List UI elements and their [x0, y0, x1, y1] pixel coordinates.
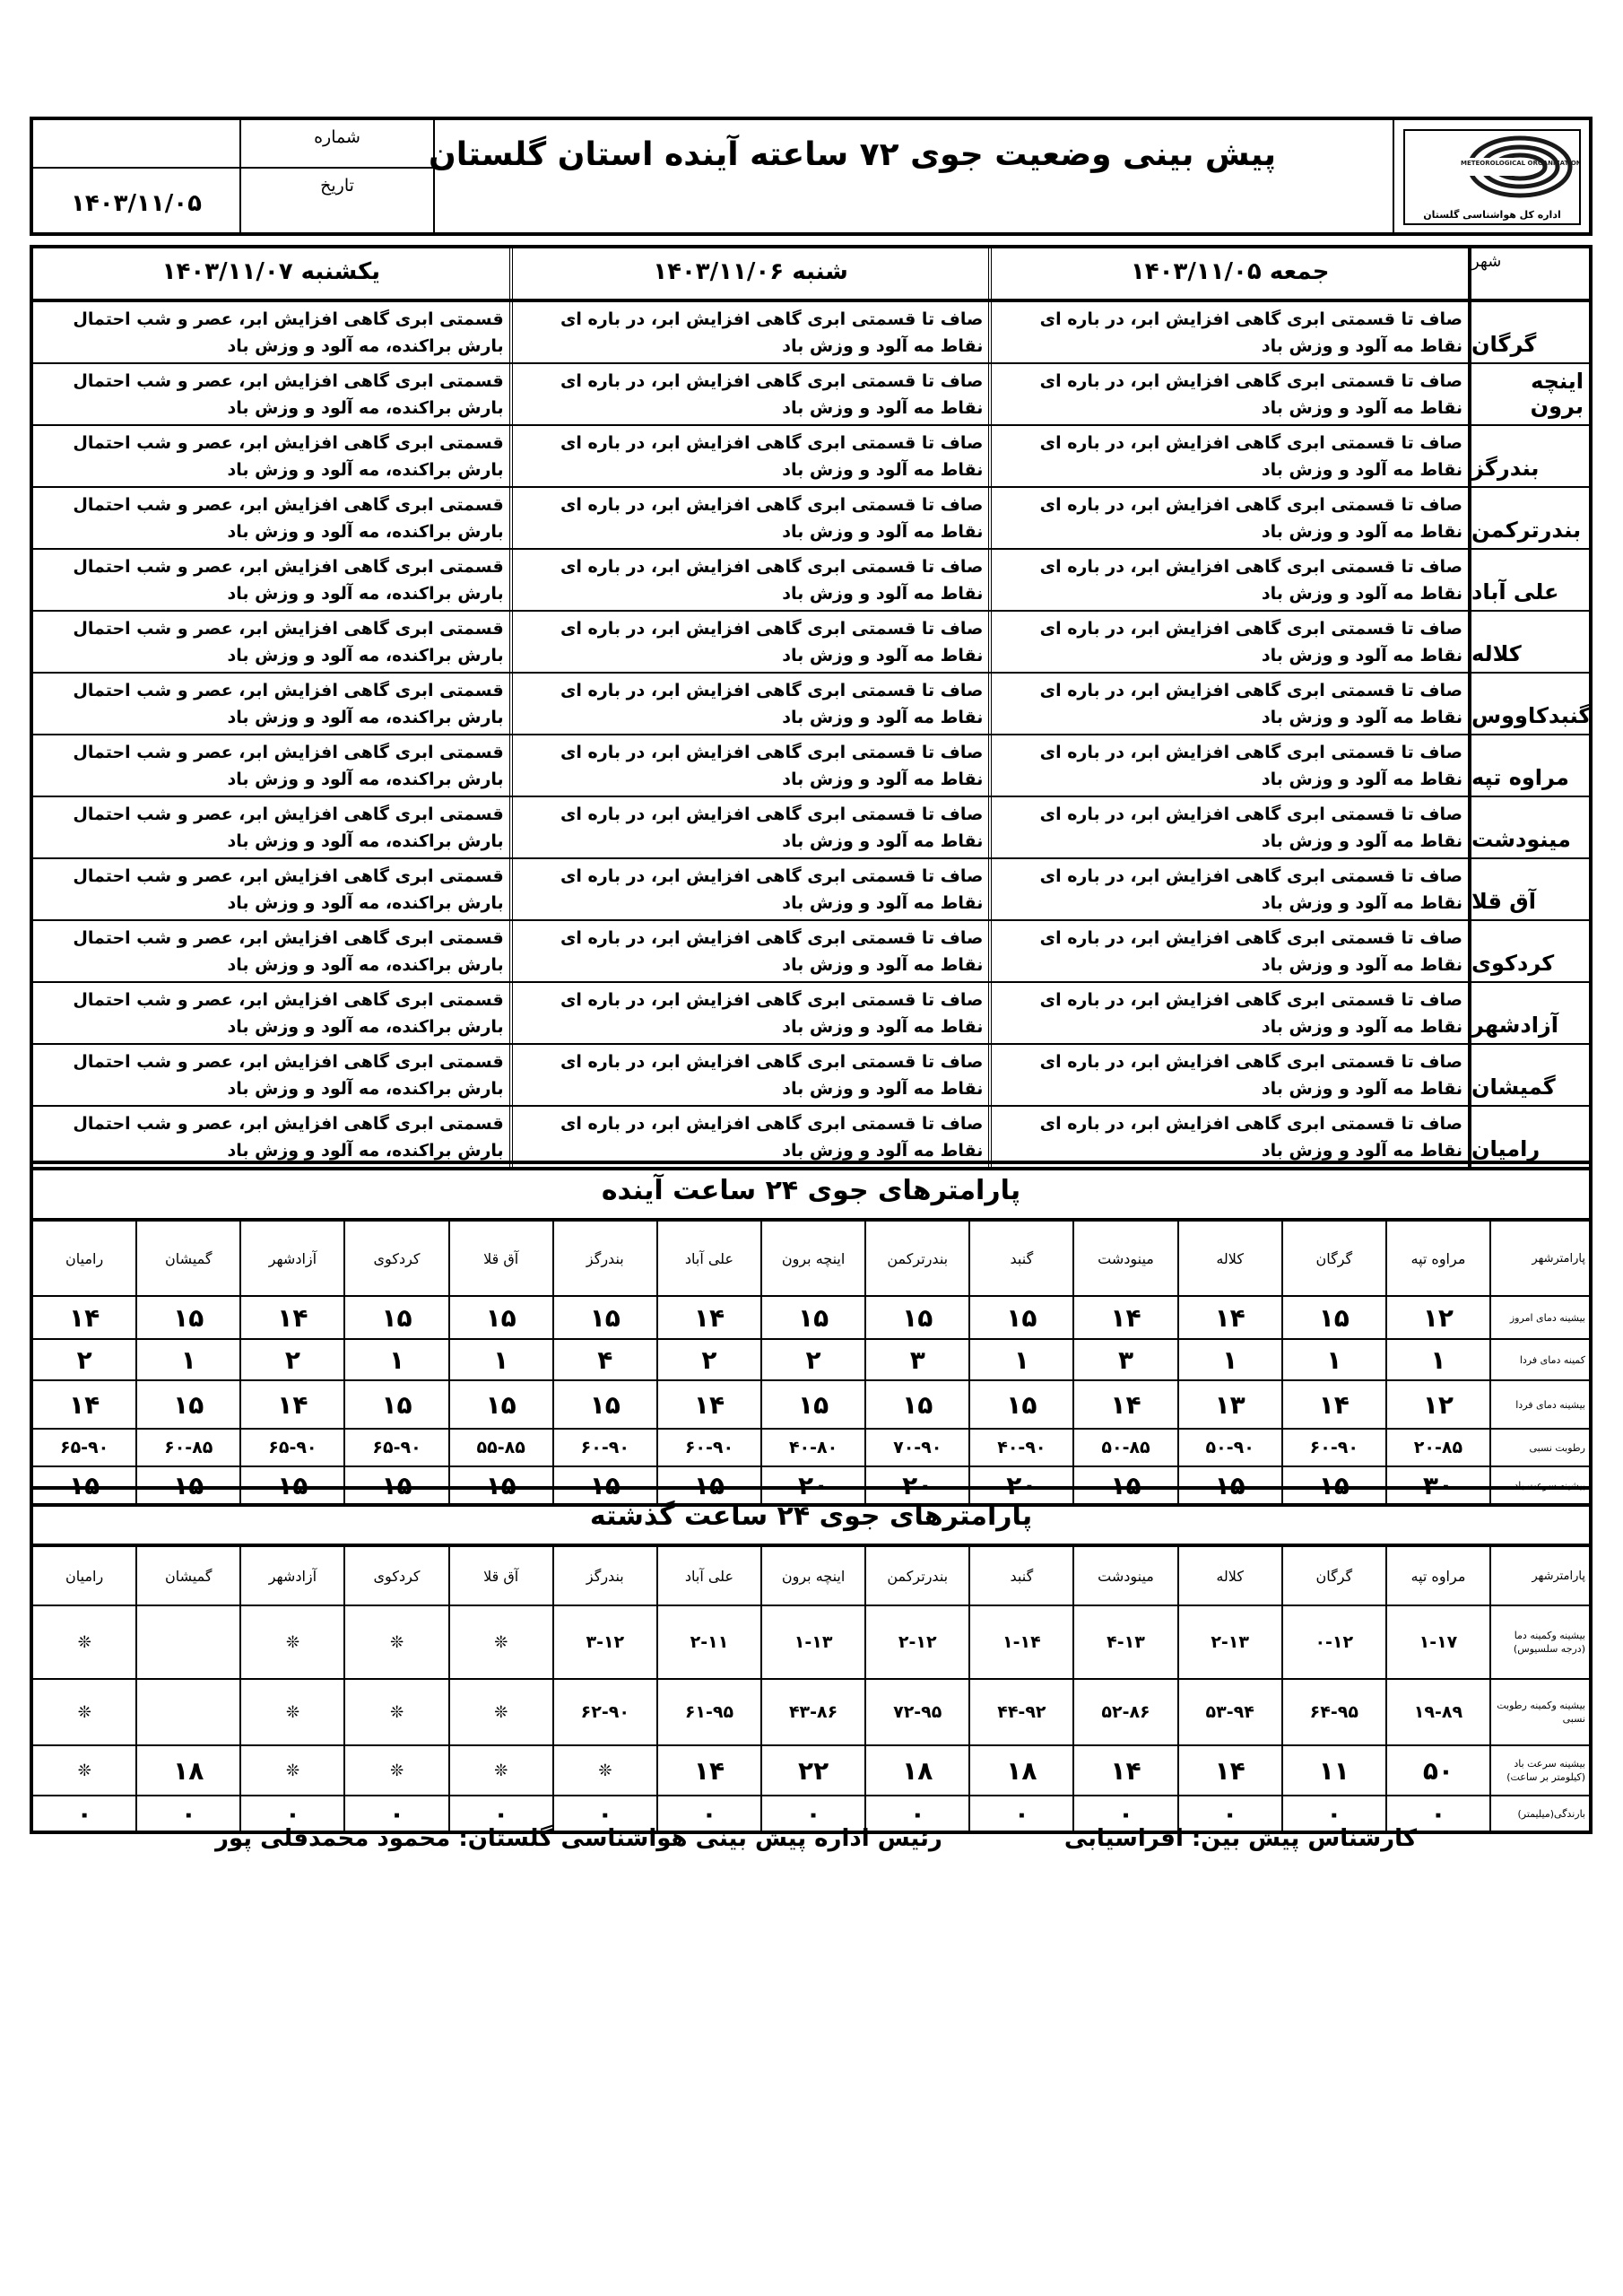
parameter-value: ۶۵-۹۰ — [239, 1430, 343, 1465]
meteorological-organization-logo — [1403, 129, 1581, 225]
day-1-forecast: صاف تا قسمتی ابری گاهی افزایش ابر، در باره ای نقاط مه آلود و وزش باد — [988, 488, 1468, 548]
parameter-value: ۲۰ — [760, 1467, 864, 1503]
parameter-value: ۱۵ — [656, 1467, 760, 1503]
parameter-value: ۶۵-۹۰ — [59, 1438, 109, 1457]
parameter-value: ۱۵ — [1281, 1467, 1385, 1503]
day-3-forecast: قسمتی ابری گاهی افزایش ابر، عصر و شب احتمال بارش براکنده، مه آلود و وزش باد — [73, 1114, 504, 1161]
number-label-cell — [239, 120, 435, 169]
city-name: گمیشان — [1468, 1045, 1589, 1105]
parameter-value: ۱ — [1385, 1340, 1489, 1379]
parameter-value: ۱۵ — [552, 1467, 656, 1503]
parameter-value: ۱۵ — [448, 1467, 552, 1503]
parameter-value: ۳ — [1072, 1340, 1176, 1379]
parameter-value: ۱۵ — [1281, 1297, 1385, 1338]
day-1-forecast: صاف تا قسمتی ابری گاهی افزایش ابر، در باره ای نقاط مه آلود و وزش باد — [988, 550, 1468, 610]
parameter-value: ۱۱ — [1281, 1746, 1385, 1795]
city-column-header: بندرگز — [552, 1222, 656, 1295]
parameter-value: ۰ — [1281, 1796, 1385, 1831]
city-name: کردکوی — [1468, 921, 1589, 981]
forecast-row — [33, 426, 1589, 488]
city-column-header: اینچه برون — [760, 1547, 864, 1605]
parameter-value: ۱۴ — [69, 1389, 100, 1420]
parameter-row — [33, 1340, 1589, 1381]
parameter-value: ۱۵ — [968, 1297, 1072, 1338]
parameter-value: ❊ — [448, 1680, 552, 1744]
city-column-header: مینودشت — [1072, 1547, 1176, 1605]
parameter-value: ۱۵ — [343, 1467, 447, 1503]
city-name: علی آباد — [1468, 550, 1589, 610]
parameter-value: ۱۴ — [69, 1302, 100, 1333]
parameter-value: ❊ — [77, 1761, 91, 1780]
parameter-value: ۲-۱۲ — [864, 1606, 968, 1678]
parameter-value: ۳-۱۲ — [552, 1606, 656, 1678]
parameter-value: ۱-۱۴ — [968, 1606, 1072, 1678]
city-column-header: گرگان — [1281, 1222, 1385, 1295]
parameter-value: ۶۰-۹۰ — [656, 1430, 760, 1465]
city-column-header: مینودشت — [1072, 1222, 1176, 1295]
parameter-value: ۰ — [343, 1796, 447, 1831]
parameter-value: ۱۵ — [760, 1297, 864, 1338]
day-1-forecast: صاف تا قسمتی ابری گاهی افزایش ابر، در باره ای نقاط مه آلود و وزش باد — [988, 735, 1468, 796]
parameter-label: کمینه دمای فردا — [1489, 1340, 1589, 1379]
city-name: اینچه برون — [1468, 364, 1589, 424]
parameter-value: ۴-۱۳ — [1072, 1606, 1176, 1678]
day-2-forecast: صاف تا قسمتی ابری گاهی افزایش ابر، در باره ای نقاط مه آلود و وزش باد — [509, 921, 989, 981]
parameter-value: ۴۳-۸۶ — [760, 1680, 864, 1744]
forecast-row — [33, 364, 1589, 426]
parameter-value: ۱ — [1281, 1340, 1385, 1379]
day-2-forecast: صاف تا قسمتی ابری گاهی افزایش ابر، در باره ای نقاط مه آلود و وزش باد — [509, 364, 989, 424]
logo-cell — [1394, 120, 1589, 232]
parameter-value: ❊ — [552, 1746, 656, 1795]
day-3-forecast: قسمتی ابری گاهی افزایش ابر، عصر و شب احتمال بارش براکنده، مه آلود و وزش باد — [73, 1052, 504, 1099]
date-value-cell — [33, 169, 239, 236]
day-3-header: یکشنبه ۱۴۰۳/۱۱/۰۷ — [161, 258, 380, 285]
parameter-row — [33, 1746, 1589, 1796]
forecast-row — [33, 859, 1589, 921]
city-column-header: کلاله — [1177, 1222, 1281, 1295]
parameter-value: ۱۵ — [760, 1381, 864, 1428]
parameter-value: ۰ — [76, 1798, 92, 1829]
parameter-value: ۱۸ — [864, 1746, 968, 1795]
city-name: بندرگز — [1468, 426, 1589, 486]
day-2-forecast: صاف تا قسمتی ابری گاهی افزایش ابر، در باره ای نقاط مه آلود و وزش باد — [509, 797, 989, 857]
parameter-value: ۴۰-۸۰ — [760, 1430, 864, 1465]
day-1-header: جمعه ۱۴۰۳/۱۱/۰۵ — [988, 248, 1468, 299]
parameter-value: ۱۴ — [1281, 1381, 1385, 1428]
day-2-forecast: صاف تا قسمتی ابری گاهی افزایش ابر، در باره ای نقاط مه آلود و وزش باد — [509, 859, 989, 919]
day-1-forecast: صاف تا قسمتی ابری گاهی افزایش ابر، در باره ای نقاط مه آلود و وزش باد — [988, 612, 1468, 672]
next-24h-body — [33, 1297, 1589, 1503]
parameter-value: ۱۵ — [968, 1381, 1072, 1428]
day-1-forecast: صاف تا قسمتی ابری گاهی افزایش ابر، در باره ای نقاط مه آلود و وزش باد — [988, 983, 1468, 1043]
city-name: آزادشهر — [1468, 983, 1589, 1043]
parameter-value: ۱۸ — [968, 1746, 1072, 1795]
city-column-header: کردکوی — [343, 1222, 447, 1295]
parameter-value: ۱-۱۳ — [760, 1606, 864, 1678]
day-3-forecast: قسمتی ابری گاهی افزایش ابر، عصر و شب احتمال بارش براکنده، مه آلود و وزش باد — [73, 681, 504, 727]
city-column-header: رامیان — [65, 1567, 104, 1585]
day-2-forecast: صاف تا قسمتی ابری گاهی افزایش ابر، در باره ای نقاط مه آلود و وزش باد — [509, 550, 989, 610]
day-3-forecast: قسمتی ابری گاهی افزایش ابر، عصر و شب احتمال بارش براکنده، مه آلود و وزش باد — [73, 804, 504, 851]
parameter-value: ۰ — [968, 1796, 1072, 1831]
parameter-value: ۷۰-۹۰ — [864, 1430, 968, 1465]
parameter-value: ۲ — [760, 1340, 864, 1379]
parameter-value: ۱۴ — [1072, 1381, 1176, 1428]
parameter-value: ۶۰-۹۰ — [1281, 1430, 1385, 1465]
parameter-value: ❊ — [448, 1746, 552, 1795]
parameter-value: ۱۵ — [343, 1381, 447, 1428]
parameter-value: ۶۵-۹۰ — [343, 1430, 447, 1465]
parameter-value: ۳ — [864, 1340, 968, 1379]
day-2-forecast: صاف تا قسمتی ابری گاهی افزایش ابر، در باره ای نقاط مه آلود و وزش باد — [509, 1107, 989, 1167]
head-signature: رئیس اداره پیش بینی هواشناسی گلستان: محمود محمدقلی پور — [215, 1825, 942, 1852]
parameter-value: ❊ — [239, 1680, 343, 1744]
parameter-value — [135, 1606, 239, 1678]
parameter-value: ۱۴ — [1072, 1746, 1176, 1795]
day-1-forecast: صاف تا قسمتی ابری گاهی افزایش ابر، در باره ای نقاط مه آلود و وزش باد — [988, 302, 1468, 362]
parameter-value: ۷۲-۹۵ — [864, 1680, 968, 1744]
forecaster-signature: کارشناس پیش بین: افراسیابی — [1063, 1825, 1417, 1852]
parameter-value: ۰ — [864, 1796, 968, 1831]
parameter-value: ۱۵ — [1072, 1467, 1176, 1503]
parameter-header-label: پارامترشهر — [1489, 1547, 1589, 1605]
parameter-value: ۱ — [448, 1340, 552, 1379]
city-column-header: مراوه تپه — [1385, 1547, 1489, 1605]
day-1-forecast: صاف تا قسمتی ابری گاهی افزایش ابر، در باره ای نقاط مه آلود و وزش باد — [988, 674, 1468, 734]
day-3-forecast: قسمتی ابری گاهی افزایش ابر، عصر و شب احتمال بارش براکنده، مه آلود و وزش باد — [73, 990, 504, 1037]
parameter-value: ۱۵ — [864, 1381, 968, 1428]
parameter-value: ۲-۱۳ — [1177, 1606, 1281, 1678]
parameter-header-label: پارامترشهر — [1489, 1222, 1589, 1295]
forecast-table — [30, 245, 1593, 1170]
parameter-value: ۵۲-۸۶ — [1072, 1680, 1176, 1744]
next-24h-title: پارامترهای جوی ۲۴ ساعت آینده — [33, 1164, 1589, 1222]
parameter-value: ۱-۱۷ — [1385, 1606, 1489, 1678]
parameter-value: ۴۴-۹۲ — [968, 1680, 1072, 1744]
day-1-forecast: صاف تا قسمتی ابری گاهی افزایش ابر، در باره ای نقاط مه آلود و وزش باد — [988, 426, 1468, 486]
next-24h-header-row — [33, 1222, 1589, 1297]
day-1-forecast: صاف تا قسمتی ابری گاهی افزایش ابر، در باره ای نقاط مه آلود و وزش باد — [988, 1107, 1468, 1167]
parameter-value: ۱۵ — [239, 1467, 343, 1503]
parameter-row — [33, 1606, 1589, 1680]
parameter-value: ۱۵ — [448, 1297, 552, 1338]
city-column-header: گنبد — [968, 1547, 1072, 1605]
parameter-value: ۵۳-۹۴ — [1177, 1680, 1281, 1744]
parameter-value: ۰ — [1385, 1796, 1489, 1831]
parameter-value: ۱۴ — [656, 1746, 760, 1795]
city-column-header: مراوه تپه — [1385, 1222, 1489, 1295]
city-column-header: بندرترکمن — [864, 1222, 968, 1295]
parameter-value: ۶۱-۹۵ — [656, 1680, 760, 1744]
parameter-value: ۱۵ — [69, 1470, 100, 1500]
forecast-body — [33, 299, 1592, 1167]
parameter-value: ۱ — [135, 1340, 239, 1379]
title-cell — [429, 120, 1394, 232]
city-column-header: علی آباد — [656, 1222, 760, 1295]
parameter-value: ۵۵-۸۵ — [448, 1430, 552, 1465]
day-3-forecast: قسمتی ابری گاهی افزایش ابر، عصر و شب احتمال بارش براکنده، مه آلود و وزش باد — [73, 309, 504, 356]
parameter-value — [135, 1680, 239, 1744]
day-3-forecast: قسمتی ابری گاهی افزایش ابر، عصر و شب احتمال بارش براکنده، مه آلود و وزش باد — [73, 619, 504, 665]
day-3-forecast: قسمتی ابری گاهی افزایش ابر، عصر و شب احتمال بارش براکنده، مه آلود و وزش باد — [73, 743, 504, 789]
parameter-value: ۱۵ — [448, 1381, 552, 1428]
parameter-value: ۳۰ — [1385, 1467, 1489, 1503]
parameter-value: ۰ — [1177, 1796, 1281, 1831]
parameter-row — [33, 1297, 1589, 1340]
day-2-header: شنبه ۱۴۰۳/۱۱/۰۶ — [509, 248, 989, 299]
parameter-value: ۰ — [1072, 1796, 1176, 1831]
city-column-header: گمیشان — [135, 1222, 239, 1295]
city-name: گنبدکاووس — [1468, 674, 1589, 734]
day-2-forecast: صاف تا قسمتی ابری گاهی افزایش ابر، در باره ای نقاط مه آلود و وزش باد — [509, 735, 989, 796]
day-2-forecast: صاف تا قسمتی ابری گاهی افزایش ابر، در باره ای نقاط مه آلود و وزش باد — [509, 1045, 989, 1105]
city-name: بندرترکمن — [1468, 488, 1589, 548]
parameter-value: ۲۰ — [968, 1467, 1072, 1503]
signature-block — [215, 1825, 1417, 1870]
parameter-value: ۲۰ — [864, 1467, 968, 1503]
day-3-forecast: قسمتی ابری گاهی افزایش ابر، عصر و شب احتمال بارش براکنده، مه آلود و وزش باد — [73, 866, 504, 913]
parameter-value: ۱۵ — [135, 1467, 239, 1503]
parameter-value: ۲۰-۸۵ — [1385, 1430, 1489, 1465]
parameter-value: ۲ — [239, 1340, 343, 1379]
forecast-row — [33, 983, 1589, 1045]
forecast-row — [33, 612, 1589, 674]
parameter-row — [33, 1430, 1589, 1467]
city-column-header: اینچه برون — [760, 1222, 864, 1295]
parameter-value: ۱۵ — [1177, 1467, 1281, 1503]
parameter-value: ۱۲ — [1385, 1381, 1489, 1428]
parameter-value: ۱۹-۸۹ — [1385, 1680, 1489, 1744]
parameter-value: ۰ — [135, 1796, 239, 1831]
city-name: رامیان — [1468, 1107, 1589, 1167]
day-2-forecast: صاف تا قسمتی ابری گاهی افزایش ابر، در باره ای نقاط مه آلود و وزش باد — [509, 983, 989, 1043]
city-column-header: بندرگز — [552, 1547, 656, 1605]
city-header: شهر — [1468, 248, 1589, 299]
parameter-value: ۰ — [552, 1796, 656, 1831]
day-3-forecast: قسمتی ابری گاهی افزایش ابر، عصر و شب احتمال بارش براکنده، مه آلود و وزش باد — [73, 557, 504, 604]
city-column-header: بندرترکمن — [864, 1547, 968, 1605]
parameter-value: ۲ — [656, 1340, 760, 1379]
parameter-label: بارندگی(میلیمتر) — [1489, 1796, 1589, 1831]
parameter-label: بیشینه سرعت باد (کیلومتر بر ساعت) — [1489, 1746, 1589, 1795]
parameter-value: ۱۵ — [135, 1297, 239, 1338]
past-24h-parameters-table — [30, 1486, 1593, 1834]
parameter-value: ❊ — [77, 1632, 91, 1652]
city-column-header: آزادشهر — [239, 1547, 343, 1605]
day-1-forecast: صاف تا قسمتی ابری گاهی افزایش ابر، در باره ای نقاط مه آلود و وزش باد — [988, 859, 1468, 919]
city-name: آق قلا — [1468, 859, 1589, 919]
parameter-value: ۱۵ — [135, 1381, 239, 1428]
page-title: پیش بینی وضعیت جوی ۷۲ ساعته آینده استان گلستان — [429, 136, 1276, 173]
forecast-row — [33, 302, 1589, 364]
day-2-forecast: صاف تا قسمتی ابری گاهی افزایش ابر، در باره ای نقاط مه آلود و وزش باد — [509, 426, 989, 486]
parameter-value: ۱ — [343, 1340, 447, 1379]
city-name: مینودشت — [1468, 797, 1589, 857]
day-3-forecast: قسمتی ابری گاهی افزایش ابر، عصر و شب احتمال بارش براکنده، مه آلود و وزش باد — [73, 495, 504, 542]
parameter-value: ۱۴ — [239, 1297, 343, 1338]
day-2-forecast: صاف تا قسمتی ابری گاهی افزایش ابر، در باره ای نقاط مه آلود و وزش باد — [509, 612, 989, 672]
parameter-value: ۰ — [239, 1796, 343, 1831]
city-column-header: آق قلا — [448, 1222, 552, 1295]
parameter-value: ۰ — [656, 1796, 760, 1831]
date-value: ۱۴۰۳/۱۱/۰۵ — [71, 190, 202, 217]
parameter-value: ۵۰-۹۰ — [1177, 1430, 1281, 1465]
date-label: تاریخ — [320, 176, 354, 196]
parameter-value: ۱۴ — [656, 1381, 760, 1428]
city-column-header: گنبد — [968, 1222, 1072, 1295]
parameter-value: ۱۴ — [656, 1297, 760, 1338]
parameter-value: ۶۰-۸۵ — [135, 1430, 239, 1465]
city-name: کلاله — [1468, 612, 1589, 672]
parameter-value: ۲-۱۱ — [656, 1606, 760, 1678]
day-2-forecast: صاف تا قسمتی ابری گاهی افزایش ابر، در باره ای نقاط مه آلود و وزش باد — [509, 302, 989, 362]
forecast-row — [33, 1045, 1589, 1107]
parameter-value: ❊ — [448, 1606, 552, 1678]
forecast-row — [33, 488, 1589, 550]
parameter-value: ۱۵ — [552, 1381, 656, 1428]
past-24h-body — [33, 1606, 1589, 1831]
parameter-label: بیشینه سرعت باد — [1489, 1467, 1589, 1503]
city-name: گرگان — [1468, 302, 1589, 362]
parameter-value: ❊ — [343, 1680, 447, 1744]
parameter-value: ۱۴ — [239, 1381, 343, 1428]
parameter-value: ۱۳ — [1177, 1381, 1281, 1428]
city-column-header: آزادشهر — [239, 1222, 343, 1295]
forecast-row — [33, 735, 1589, 797]
day-3-forecast: قسمتی ابری گاهی افزایش ابر، عصر و شب احتمال بارش براکنده، مه آلود و وزش باد — [73, 433, 504, 480]
city-column-header: علی آباد — [656, 1547, 760, 1605]
parameter-label: بیشینه وکمینه دما (درجه سلسیوس) — [1489, 1606, 1589, 1678]
parameter-value: ❊ — [343, 1606, 447, 1678]
day-1-forecast: صاف تا قسمتی ابری گاهی افزایش ابر، در باره ای نقاط مه آلود و وزش باد — [988, 921, 1468, 981]
document-header — [30, 117, 1593, 236]
city-column-header: کلاله — [1177, 1547, 1281, 1605]
parameter-value: ۶۴-۹۵ — [1281, 1680, 1385, 1744]
city-column-header: آق قلا — [448, 1547, 552, 1605]
parameter-value: ❊ — [77, 1702, 91, 1722]
parameter-value: ۱۴ — [1072, 1297, 1176, 1338]
parameter-value: ۰ — [760, 1796, 864, 1831]
logo-caption: اداره کل هواشناسی گلستان — [1423, 209, 1561, 221]
forecast-header-row — [33, 248, 1589, 299]
parameter-value: ۱۵ — [864, 1297, 968, 1338]
parameter-value: ❊ — [239, 1606, 343, 1678]
parameter-value: ۱ — [1177, 1340, 1281, 1379]
parameter-value: ۱۸ — [135, 1746, 239, 1795]
parameter-value: ۱ — [968, 1340, 1072, 1379]
number-value-cell — [33, 120, 239, 169]
forecast-row — [33, 1107, 1589, 1167]
parameter-value: ۲ — [76, 1344, 92, 1375]
parameter-value: ۰-۱۲ — [1281, 1606, 1385, 1678]
city-column-header: رامیان — [65, 1249, 104, 1267]
parameter-value: ۲۲ — [760, 1746, 864, 1795]
city-column-header: گمیشان — [135, 1547, 239, 1605]
parameter-value: ۵۰-۸۵ — [1072, 1430, 1176, 1465]
forecast-row — [33, 674, 1592, 735]
logo-emblem-icon — [1405, 131, 1579, 203]
parameter-value: ۱۲ — [1385, 1297, 1489, 1338]
city-name: مراوه تپه — [1468, 735, 1589, 796]
parameter-value: ❊ — [343, 1746, 447, 1795]
forecast-row — [33, 797, 1589, 859]
past-24h-header-row — [33, 1547, 1589, 1606]
parameter-label: بیشینه دمای امروز — [1489, 1297, 1589, 1338]
day-3-forecast: قسمتی ابری گاهی افزایش ابر، عصر و شب احتمال بارش براکنده، مه آلود و وزش باد — [73, 371, 504, 418]
parameter-value: ۱۵ — [552, 1297, 656, 1338]
parameter-value: ۴ — [552, 1340, 656, 1379]
date-label-cell — [239, 169, 435, 236]
parameter-label: رطوبت نسبی — [1489, 1430, 1589, 1465]
day-2-forecast: صاف تا قسمتی ابری گاهی افزایش ابر، در باره ای نقاط مه آلود و وزش باد — [509, 674, 989, 734]
parameter-label: بیشینه وکمینه رطوبت نسبی — [1489, 1680, 1589, 1744]
past-24h-title: پارامترهای جوی ۲۴ ساعت گذشته — [33, 1490, 1589, 1547]
day-1-forecast: صاف تا قسمتی ابری گاهی افزایش ابر، در باره ای نقاط مه آلود و وزش باد — [988, 1045, 1468, 1105]
parameter-value: ۴۰-۹۰ — [968, 1430, 1072, 1465]
forecast-row — [33, 550, 1589, 612]
day-1-forecast: صاف تا قسمتی ابری گاهی افزایش ابر، در باره ای نقاط مه آلود و وزش باد — [988, 797, 1468, 857]
parameter-row — [33, 1381, 1589, 1430]
day-2-forecast: صاف تا قسمتی ابری گاهی افزایش ابر، در باره ای نقاط مه آلود و وزش باد — [509, 488, 989, 548]
parameter-value: ۱۴ — [1177, 1297, 1281, 1338]
parameter-value: ۰ — [448, 1796, 552, 1831]
number-label: شماره — [314, 127, 360, 147]
parameter-value: ۱۴ — [1177, 1746, 1281, 1795]
next-24h-parameters-table — [30, 1161, 1593, 1507]
parameter-value: ❊ — [239, 1746, 343, 1795]
parameter-row — [33, 1680, 1589, 1746]
forecast-row — [33, 921, 1589, 983]
city-column-header: کردکوی — [343, 1547, 447, 1605]
day-1-forecast: صاف تا قسمتی ابری گاهی افزایش ابر، در باره ای نقاط مه آلود و وزش باد — [988, 364, 1468, 424]
day-3-forecast: قسمتی ابری گاهی افزایش ابر، عصر و شب احتمال بارش براکنده، مه آلود و وزش باد — [73, 928, 504, 975]
logo-org-text: METEOROLOGICAL ORGANIZATION — [1461, 160, 1579, 167]
city-column-header: گرگان — [1281, 1547, 1385, 1605]
parameter-value: ۶۰-۹۰ — [552, 1430, 656, 1465]
parameter-value: ۵۰ — [1385, 1746, 1489, 1795]
parameter-label: بیشینه دمای فردا — [1489, 1381, 1589, 1428]
parameter-value: ۱۵ — [343, 1297, 447, 1338]
parameter-value: ۶۲-۹۰ — [552, 1680, 656, 1744]
